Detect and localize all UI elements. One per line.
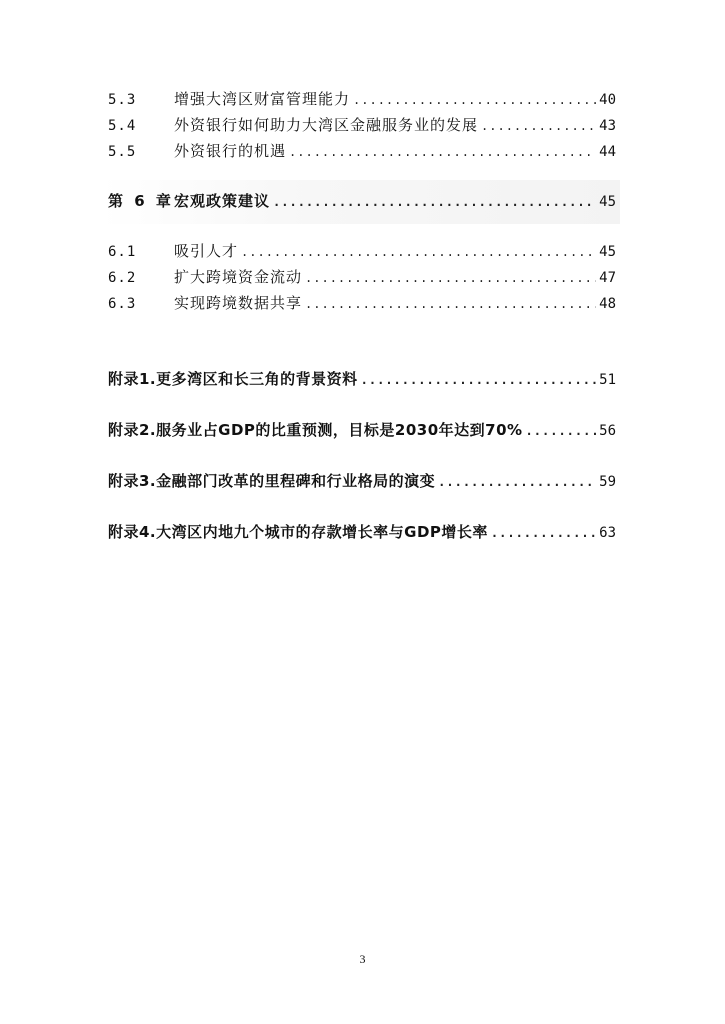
toc-entry-appendix-3[interactable] bbox=[108, 470, 616, 496]
appendix-title: 附录2.服务业占GDP的比重预测，目标是2030年达到70% bbox=[108, 421, 523, 439]
page-number: 47 bbox=[599, 270, 616, 286]
appendix-title: 附录3.金融部门改革的里程碑和行业格局的演变 bbox=[108, 472, 436, 490]
page-number: 51 bbox=[599, 372, 616, 388]
section-title: 增强大湾区财富管理能力 bbox=[174, 90, 351, 108]
toc-entry-5-4[interactable] bbox=[108, 114, 616, 140]
page-number: 56 bbox=[599, 423, 616, 439]
toc-entry-6-3[interactable] bbox=[108, 292, 616, 318]
toc-entry-6-1[interactable] bbox=[108, 240, 616, 266]
leader-dots bbox=[305, 271, 596, 285]
page-number: 45 bbox=[599, 194, 616, 210]
chapter-title: 宏观政策建议 bbox=[174, 192, 271, 210]
section-number: 5.4 bbox=[108, 118, 137, 134]
page-number: 40 bbox=[599, 92, 616, 108]
section-title: 吸引人才 bbox=[174, 242, 239, 260]
section-title: 外资银行的机遇 bbox=[174, 142, 287, 160]
leader-dots bbox=[438, 475, 596, 489]
footer-page-number: 3 bbox=[359, 952, 366, 966]
section-number: 5.5 bbox=[108, 144, 137, 160]
appendix-title: 附录4.大湾区内地九个城市的存款增长率与GDP增长率 bbox=[108, 523, 488, 541]
section-number: 6.3 bbox=[108, 296, 137, 312]
leader-dots bbox=[491, 526, 596, 540]
leader-dots bbox=[273, 195, 596, 209]
toc-entry-chapter-6[interactable] bbox=[108, 190, 616, 216]
section-number: 6.1 bbox=[108, 244, 137, 260]
section-number: 5.3 bbox=[108, 92, 137, 108]
toc-entry-6-2[interactable] bbox=[108, 266, 616, 292]
chapter-number: 第 6 章 bbox=[108, 192, 174, 210]
toc-entry-appendix-1[interactable] bbox=[108, 368, 616, 394]
leader-dots bbox=[241, 245, 596, 259]
section-title: 实现跨境数据共享 bbox=[174, 294, 303, 312]
section-title: 扩大跨境资金流动 bbox=[174, 268, 303, 286]
leader-dots bbox=[481, 119, 596, 133]
page-number: 44 bbox=[599, 144, 616, 160]
toc-entry-5-3[interactable] bbox=[108, 88, 616, 114]
section-number: 6.2 bbox=[108, 270, 137, 286]
page-number: 59 bbox=[599, 474, 616, 490]
leader-dots bbox=[353, 93, 596, 107]
page-number: 63 bbox=[599, 525, 616, 541]
leader-dots bbox=[289, 145, 596, 159]
page-number: 48 bbox=[599, 296, 616, 312]
page-number: 45 bbox=[599, 244, 616, 260]
leader-dots bbox=[526, 424, 597, 438]
appendix-title: 附录1.更多湾区和长三角的背景资料 bbox=[108, 370, 358, 388]
toc-entry-5-5[interactable] bbox=[108, 140, 616, 166]
section-title: 外资银行如何助力大湾区金融服务业的发展 bbox=[174, 116, 479, 134]
page-number: 43 bbox=[599, 118, 616, 134]
toc-entry-appendix-4[interactable] bbox=[108, 521, 616, 547]
toc-entry-appendix-2[interactable] bbox=[108, 419, 616, 445]
leader-dots bbox=[305, 297, 596, 311]
leader-dots bbox=[361, 373, 597, 387]
